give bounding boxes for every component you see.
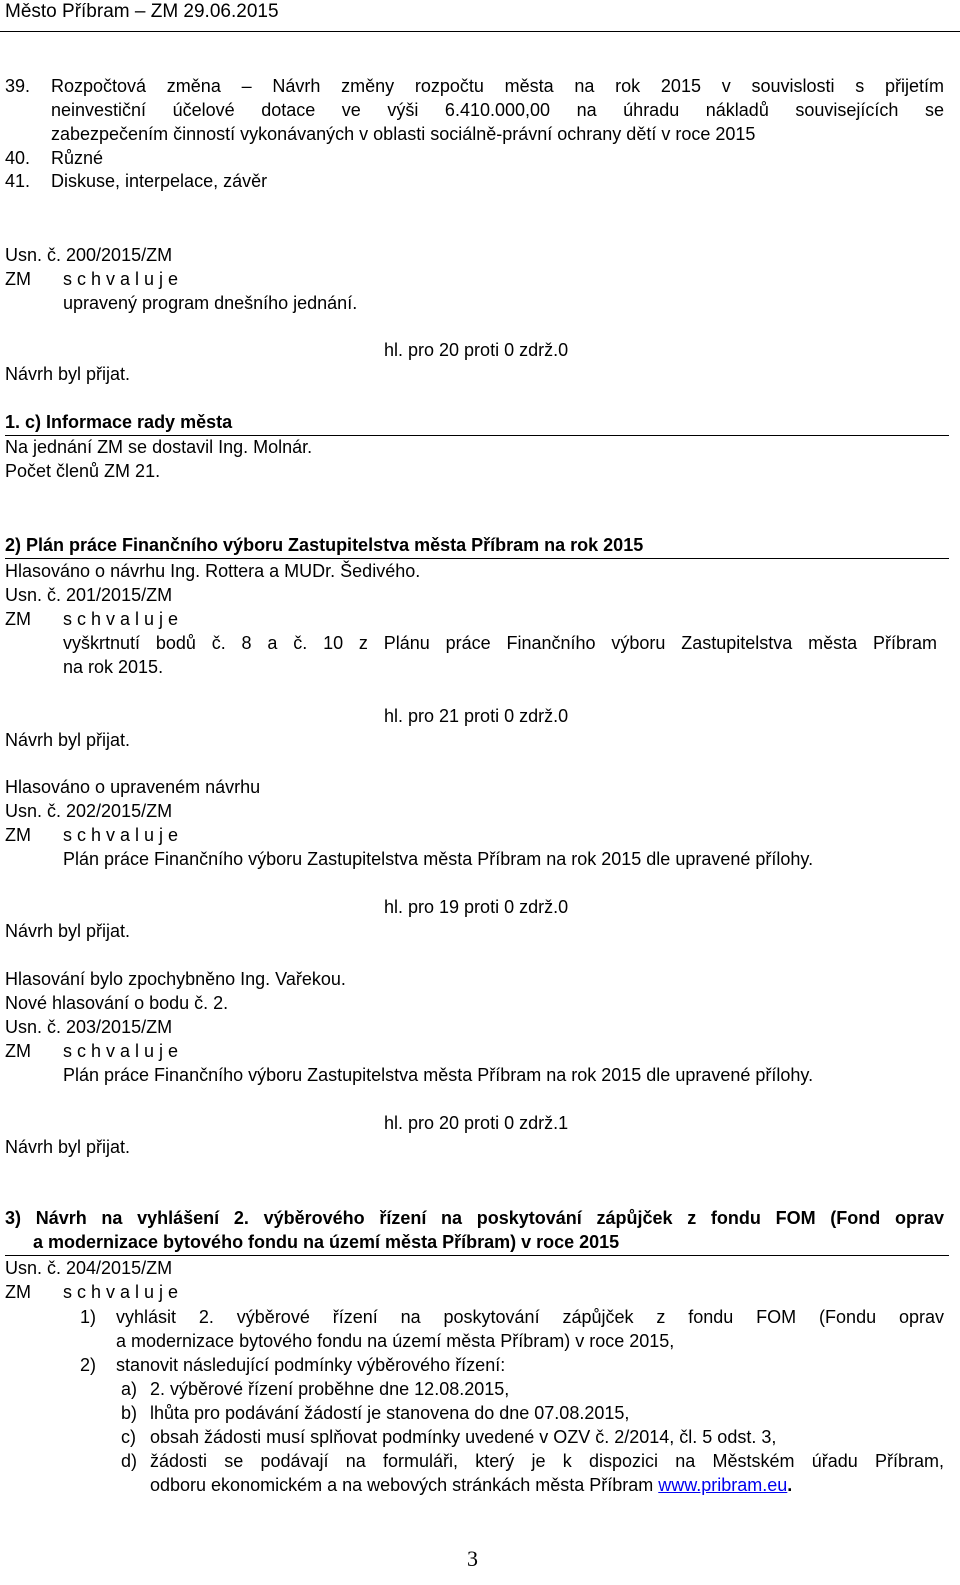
list-item-text: vyhlásit 2. výběrové řízení na poskytování zápůjček z fondu FOM (Fondu oprav [116,1307,944,1327]
website-link[interactable]: www.pribram.eu [658,1475,788,1495]
motion-result: Návrh byl přijat. [5,730,131,750]
paragraph: Počet členů ZM 21. [5,461,161,481]
agenda-item-text: Rozpočtová změna – Návrh změny rozpočtu města na rok 2015 v souvislosti s přijetím [51,76,944,96]
vote-result: hl. pro 21 proti 0 zdrž.0 [384,706,569,726]
sublist-item-letter: a) [121,1379,138,1399]
approves-label: s c h v a l u j e [63,825,179,845]
council-label: ZM [5,269,31,289]
council-label: ZM [5,825,31,845]
vote-result: hl. pro 19 proti 0 zdrž.0 [384,897,569,917]
header-title: Město Příbram – ZM 29.06.2015 [5,1,279,22]
resolution-number: Usn. č. 200/2015/ZM [5,245,173,265]
sublist-item-text [150,1476,792,1494]
section-heading: a modernizace bytového fondu na území města Příbram) v roce 2015 [33,1232,620,1252]
paragraph: Na jednání ZM se dostavil Ing. Molnár. [5,437,313,457]
list-item-text: stanovit následující podmínky výběrového řízení: [116,1355,506,1375]
resolution-text: upravený program dnešního jednání. [63,293,358,313]
resolution-text: Plán práce Finančního výboru Zastupitelstva města Příbram na rok 2015 dle upravené přílohy. [63,849,814,869]
section-heading: 2) Plán práce Finančního výboru Zastupitelstva města Příbram na rok 2015 [5,535,644,555]
section-underline [5,558,949,559]
section-underline [5,435,949,436]
sublist-item-letter: c) [121,1427,136,1447]
sublist-item-text: žádosti se podávají na formuláři, který je k dispozici na Městském úřadu Příbram, [150,1451,944,1471]
sublist-item-text-suffix: . [787,1475,793,1495]
list-item-number: 1) [80,1307,97,1327]
vote-result: hl. pro 20 proti 0 zdrž.0 [384,340,569,360]
agenda-item-number: 40. [5,148,31,168]
resolution-number: Usn. č. 204/2015/ZM [5,1258,173,1278]
motion-result: Návrh byl přijat. [5,364,131,384]
council-label: ZM [5,1041,31,1061]
paragraph: Nové hlasování o bodu č. 2. [5,993,229,1013]
resolution-text: vyškrtnutí bodů č. 8 a č. 10 z Plánu práce Finančního výboru Zastupitelstva města Příbram [63,633,937,653]
sublist-item-text: lhůta pro podávání žádostí je stanovena do dne 07.08.2015, [150,1403,630,1423]
council-label: ZM [5,1282,31,1302]
list-item-number: 2) [80,1355,97,1375]
resolution-text: Plán práce Finančního výboru Zastupitelstva města Příbram na rok 2015 dle upravené přílohy. [63,1065,814,1085]
resolution-number: Usn. č. 201/2015/ZM [5,585,173,605]
paragraph: Hlasováno o upraveném návrhu [5,777,261,797]
agenda-item-text: neinvestiční účelové dotace ve výši 6.410.000,00 na úhradu nákladů souvisejících se [51,100,944,120]
sublist-item-text: 2. výběrové řízení proběhne dne 12.08.2015, [150,1379,510,1399]
agenda-item-text: zabezpečením činností vykonávaných v oblasti sociálně-právní ochrany dětí v roce 2015 [51,124,756,144]
section-heading: 3) Návrh na vyhlášení 2. výběrového řízení na poskytování zápůjček z fondu FOM (Fond oprav [5,1208,944,1228]
resolution-number: Usn. č. 203/2015/ZM [5,1017,173,1037]
agenda-item-number: 41. [5,171,31,191]
paragraph: Hlasování bylo zpochybněno Ing. Vařekou. [5,969,346,989]
sublist-item-letter: b) [121,1403,138,1423]
vote-result: hl. pro 20 proti 0 zdrž.1 [384,1113,569,1133]
council-label: ZM [5,609,31,629]
resolution-number: Usn. č. 202/2015/ZM [5,801,173,821]
sublist-item-letter: d) [121,1451,138,1471]
motion-result: Návrh byl přijat. [5,1137,131,1157]
sublist-item-text-prefix: odboru ekonomickém a na webových stránkách města Příbram [150,1475,659,1495]
header-divider [0,31,960,32]
paragraph: Hlasováno o návrhu Ing. Rottera a MUDr. Šedivého. [5,561,421,581]
approves-label: s c h v a l u j e [63,269,179,289]
motion-result: Návrh byl přijat. [5,921,131,941]
agenda-item-text: Různé [51,148,104,168]
resolution-text: na rok 2015. [63,657,164,677]
list-item-text: a modernizace bytového fondu na území města Příbram) v roce 2015, [116,1331,675,1351]
approves-label: s c h v a l u j e [63,1041,179,1061]
agenda-item-number: 39. [5,76,31,96]
section-heading: 1. c) Informace rady města [5,412,233,432]
section-underline [5,1255,949,1256]
approves-label: s c h v a l u j e [63,609,179,629]
sublist-item-text: obsah žádosti musí splňovat podmínky uvedené v OZV č. 2/2014, čl. 5 odst. 3, [150,1427,777,1447]
agenda-item-text: Diskuse, interpelace, závěr [51,171,268,191]
approves-label: s c h v a l u j e [63,1282,179,1302]
page-number: 3 [467,1546,478,1571]
